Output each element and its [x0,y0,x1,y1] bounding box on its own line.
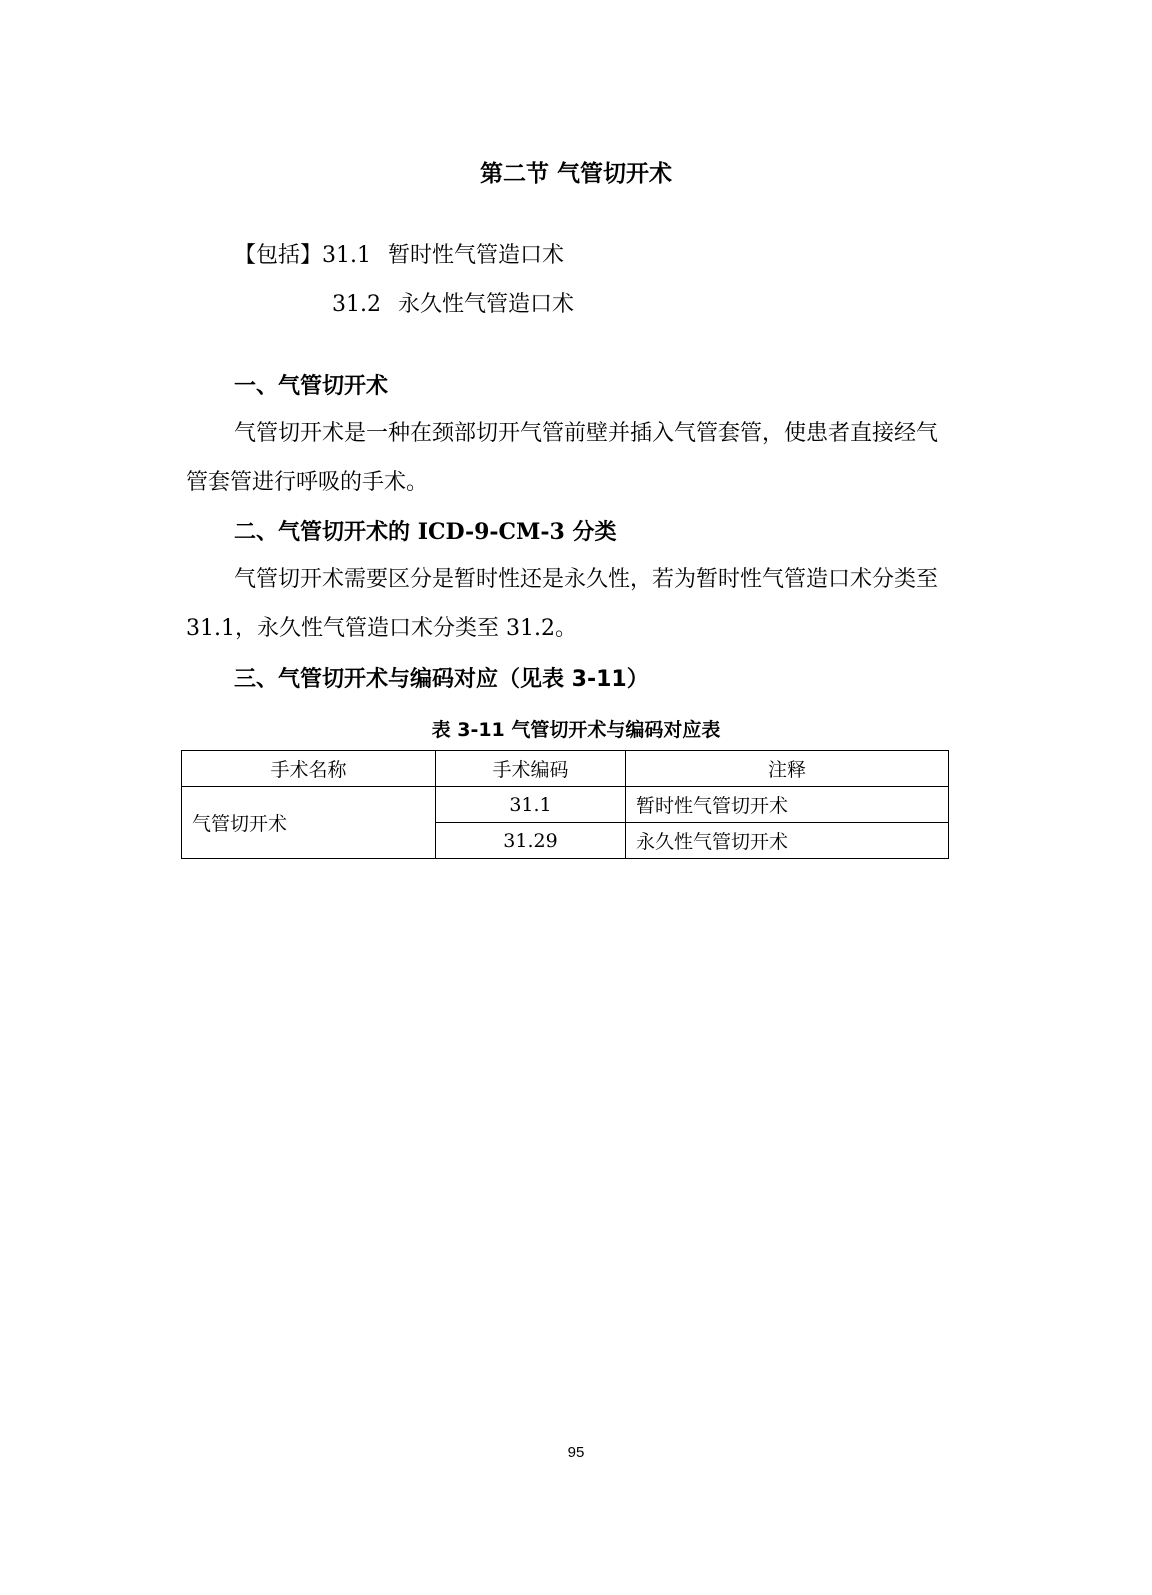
includes-label: 【包括】 [234,243,323,268]
includes-line-1 [234,238,564,269]
heading-latin: ICD-9-CM-3 [417,519,565,545]
includes-line-2 [332,287,574,318]
section-heading-2 [234,515,617,546]
header-cell: 注释 [626,751,949,787]
includes-code: 31.2 [332,292,381,317]
heading-suffix: 分类 [572,520,617,545]
procedure-name-cell: 气管切开术 [182,787,436,859]
note-cell: 暂时性气管切开术 [626,787,949,823]
section-title: 第二节 气管切开术 [479,161,672,187]
section-paragraph-2: 气管切开术需要区分是暂时性还是永久性，若为暂时性气管造口术分类至 31.1，永久性气管造口术分类至 31.2。 [186,567,939,641]
section-heading-1: 一、气管切开术 [234,374,389,399]
code-cell: 31.1 [436,787,626,823]
code-table [181,750,949,859]
note-cell: 永久性气管切开术 [626,823,949,859]
table-row [182,787,949,823]
page-number: 95 [567,1444,585,1461]
includes-name: 暂时性气管造口术 [388,243,565,268]
table-caption: 表 3-11 气管切开术与编码对应表 [431,719,721,741]
header-cell: 手术编码 [436,751,626,787]
heading-prefix: 二、气管切开术的 [234,520,411,545]
section-heading-3: 三、气管切开术与编码对应（见表 3-11） [234,667,649,692]
includes-code: 31.1 [322,243,371,268]
table-header-row [182,751,949,787]
includes-name: 永久性气管造口术 [398,292,575,317]
header-cell: 手术名称 [182,751,436,787]
code-cell: 31.29 [436,823,626,859]
section-paragraph-1: 气管切开术是一种在颈部切开气管前壁并插入气管套管，使患者直接经气管套管进行呼吸的手术。 [186,421,939,495]
